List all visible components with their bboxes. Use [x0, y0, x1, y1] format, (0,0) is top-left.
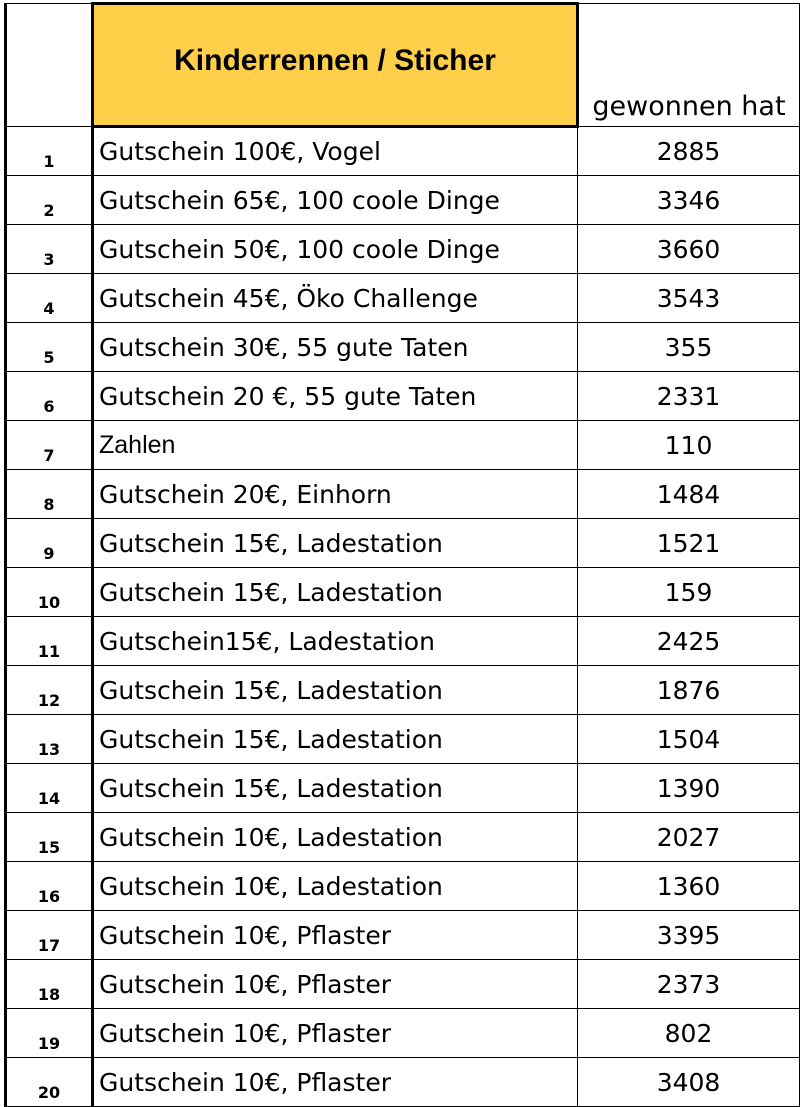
winner-number-cell: 1390	[578, 764, 800, 813]
row-number: 7	[6, 421, 93, 470]
row-number: 11	[6, 617, 93, 666]
row-number: 13	[6, 715, 93, 764]
row-number: 16	[6, 862, 93, 911]
winner-number-cell: 2373	[578, 960, 800, 1009]
prize-cell: Zahlen	[93, 421, 578, 470]
winner-number-cell: 1521	[578, 519, 800, 568]
prize-cell: Gutschein 10€, Pflaster	[93, 1009, 578, 1058]
table-row	[6, 176, 800, 225]
prize-cell: Gutschein 20€, Einhorn	[93, 470, 578, 519]
table-row	[6, 372, 800, 421]
winner-number-cell: 3660	[578, 225, 800, 274]
winner-number-cell: 1484	[578, 470, 800, 519]
row-number: 10	[6, 568, 93, 617]
row-number: 6	[6, 372, 93, 421]
row-number: 5	[6, 323, 93, 372]
winner-number-cell: 1876	[578, 666, 800, 715]
winner-number-cell: 1504	[578, 715, 800, 764]
winner-number-cell: 2331	[578, 372, 800, 421]
prize-cell: Gutschein 10€, Pflaster	[93, 1058, 578, 1107]
table-row	[6, 274, 800, 323]
prize-table-body	[6, 4, 800, 1107]
winner-number-cell: 159	[578, 568, 800, 617]
table-row	[6, 666, 800, 715]
row-number: 2	[6, 176, 93, 225]
header-row	[6, 4, 800, 127]
winner-number-cell: 802	[578, 1009, 800, 1058]
prize-cell: Gutschein 45€, Öko Challenge	[93, 274, 578, 323]
winner-number-cell: 2885	[578, 127, 800, 176]
prize-cell: Gutschein 20 €, 55 gute Taten	[93, 372, 578, 421]
won-column-header: gewonnen hat	[578, 4, 800, 127]
row-number: 9	[6, 519, 93, 568]
table-row	[6, 911, 800, 960]
prize-cell: Gutschein 50€, 100 coole Dinge	[93, 225, 578, 274]
table-row	[6, 323, 800, 372]
winner-number-cell: 3543	[578, 274, 800, 323]
table-row	[6, 127, 800, 176]
prize-cell: Gutschein 15€, Ladestation	[93, 764, 578, 813]
row-number: 18	[6, 960, 93, 1009]
row-number: 3	[6, 225, 93, 274]
winner-number-cell: 2425	[578, 617, 800, 666]
row-number: 4	[6, 274, 93, 323]
row-number: 20	[6, 1058, 93, 1107]
prize-cell: Gutschein 15€, Ladestation	[93, 666, 578, 715]
prize-cell: Gutschein 100€, Vogel	[93, 127, 578, 176]
row-number: 17	[6, 911, 93, 960]
winner-number-cell: 3408	[578, 1058, 800, 1107]
table-row	[6, 568, 800, 617]
prize-table	[4, 2, 800, 1107]
winner-number-cell: 1360	[578, 862, 800, 911]
table-row	[6, 617, 800, 666]
table-row	[6, 960, 800, 1009]
winner-number-cell: 3395	[578, 911, 800, 960]
row-number: 8	[6, 470, 93, 519]
row-number: 15	[6, 813, 93, 862]
prize-cell: Gutschein 65€, 100 coole Dinge	[93, 176, 578, 225]
prize-cell: Gutschein 15€, Ladestation	[93, 568, 578, 617]
row-number: 19	[6, 1009, 93, 1058]
prize-cell: Gutschein 10€, Pflaster	[93, 960, 578, 1009]
row-number: 12	[6, 666, 93, 715]
table-title: Kinderrennen / Sticher	[93, 4, 578, 127]
prize-cell: Gutschein 10€, Pflaster	[93, 911, 578, 960]
table-row	[6, 715, 800, 764]
header-number-cell	[6, 4, 93, 127]
prize-cell: Gutschein15€, Ladestation	[93, 617, 578, 666]
row-number: 1	[6, 127, 93, 176]
table-row	[6, 225, 800, 274]
table-row	[6, 421, 800, 470]
winner-number-cell: 355	[578, 323, 800, 372]
prize-cell: Gutschein 10€, Ladestation	[93, 862, 578, 911]
table-row	[6, 764, 800, 813]
prize-cell: Gutschein 10€, Ladestation	[93, 813, 578, 862]
table-row	[6, 1009, 800, 1058]
table-row	[6, 862, 800, 911]
prize-cell: Gutschein 30€, 55 gute Taten	[93, 323, 578, 372]
table-row	[6, 470, 800, 519]
table-row	[6, 519, 800, 568]
table-row	[6, 813, 800, 862]
winner-number-cell: 110	[578, 421, 800, 470]
prize-cell: Gutschein 15€, Ladestation	[93, 715, 578, 764]
table-row	[6, 1058, 800, 1107]
row-number: 14	[6, 764, 93, 813]
winner-number-cell: 2027	[578, 813, 800, 862]
winner-number-cell: 3346	[578, 176, 800, 225]
prize-cell: Gutschein 15€, Ladestation	[93, 519, 578, 568]
